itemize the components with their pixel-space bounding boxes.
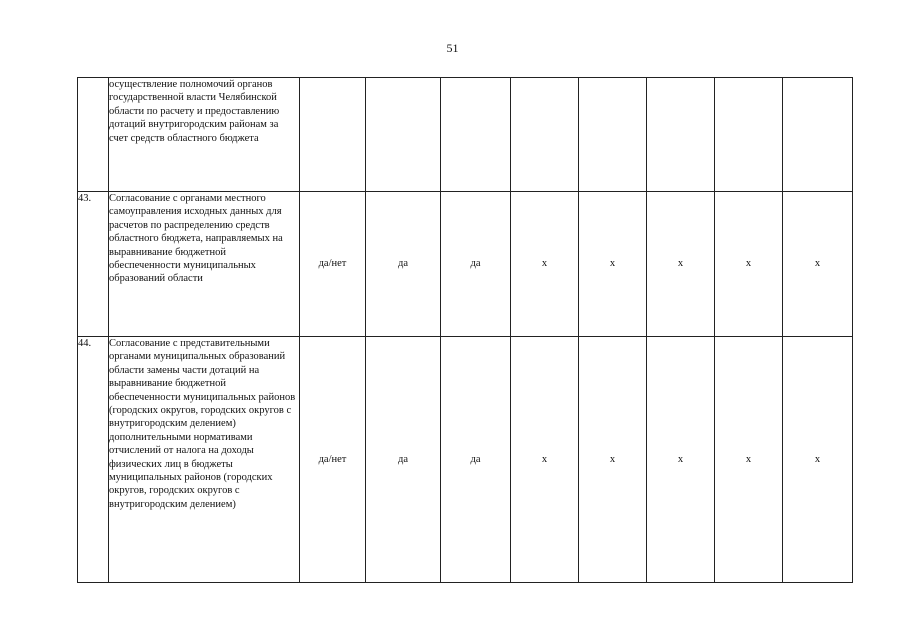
table-row (78, 192, 853, 337)
value-cell (441, 78, 511, 192)
row-description: осуществление полномочий органов государственной власти Челябинской области по расчету и предоставлению дотаций внутригородским районам за счет средств областного бюджета (109, 78, 300, 192)
value-cell (366, 78, 441, 192)
value-cell (579, 78, 647, 192)
value-cell (647, 78, 715, 192)
value-cell: да (441, 192, 511, 337)
value-cell: х (715, 337, 783, 583)
value-cell: х (783, 192, 853, 337)
value-cell: х (579, 192, 647, 337)
value-cell: да (366, 192, 441, 337)
value-cell: х (783, 337, 853, 583)
row-number (78, 78, 109, 192)
value-cell: да (366, 337, 441, 583)
value-cell: х (511, 337, 579, 583)
value-cell: да/нет (300, 337, 366, 583)
row-number: 44. (78, 337, 109, 583)
value-cell (715, 78, 783, 192)
value-cell: х (511, 192, 579, 337)
value-cell: да/нет (300, 192, 366, 337)
value-cell (783, 78, 853, 192)
row-number: 43. (78, 192, 109, 337)
value-cell: х (647, 337, 715, 583)
value-cell: х (647, 192, 715, 337)
value-cell (511, 78, 579, 192)
page-number: 51 (446, 41, 459, 55)
data-table (77, 77, 853, 583)
table-row (78, 78, 853, 192)
value-cell (300, 78, 366, 192)
value-cell: х (579, 337, 647, 583)
row-description: Согласование с органами местного самоуправления исходных данных для расчетов по распределению средств областного бюджета, направляемых на выравнивание бюджетной обеспеченности муниципальных образований области (109, 192, 300, 337)
table-row (78, 337, 853, 583)
row-description: Согласование с представительными органами муниципальных образований области замены части дотаций на выравнивание бюджетной обеспеченности муниципальных районов (городских округов, городских округов с внутригородским делением) дополнительными нормативами отчислений от налога на доходы физических лиц в бюджеты муниципальных районов (городских округов, городских округов с внутригородским делением) (109, 337, 300, 583)
value-cell: х (715, 192, 783, 337)
value-cell: да (441, 337, 511, 583)
